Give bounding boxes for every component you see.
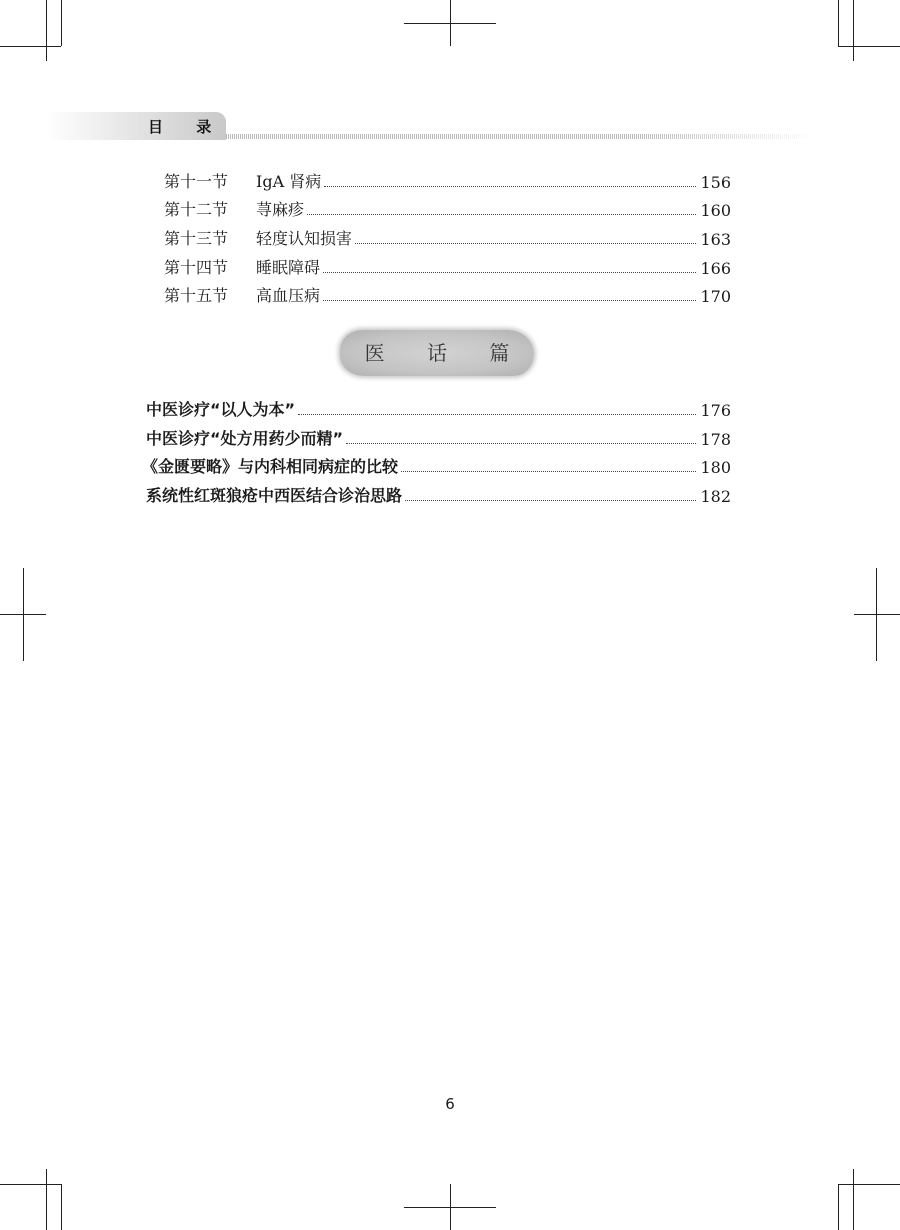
leader-dots bbox=[401, 471, 696, 472]
toc-entry-title: IgA 肾病 bbox=[256, 172, 322, 191]
toc-page-number: 178 bbox=[700, 430, 731, 449]
toc-entry-title: 系统性红斑狼疮中西医结合诊治思路 bbox=[146, 486, 403, 505]
header-title: 目 录 bbox=[148, 118, 226, 136]
toc-page-number: 182 bbox=[700, 487, 731, 506]
leader-dots bbox=[323, 272, 696, 273]
leader-dots bbox=[323, 300, 696, 301]
header-rule bbox=[226, 134, 816, 139]
toc-page-number: 170 bbox=[700, 287, 731, 306]
toc-entry[interactable] bbox=[164, 254, 731, 278]
running-header bbox=[46, 112, 816, 140]
toc-entry[interactable] bbox=[146, 425, 731, 449]
toc-entry-title: 中医诊疗“以人为本” bbox=[146, 400, 296, 419]
leader-dots bbox=[355, 243, 696, 244]
leader-dots bbox=[405, 500, 696, 501]
toc-entry[interactable] bbox=[146, 482, 731, 506]
leader-dots bbox=[324, 186, 696, 187]
toc-page-number: 180 bbox=[700, 458, 731, 477]
toc-entry-title: 高血压病 bbox=[256, 286, 321, 305]
leader-dots bbox=[346, 443, 696, 444]
toc-entry-title: 荨麻疹 bbox=[256, 200, 305, 219]
toc-entry[interactable] bbox=[164, 168, 731, 192]
section-banner bbox=[340, 330, 534, 376]
toc-section-number: 第十一节 bbox=[164, 172, 229, 191]
toc-page-number: 160 bbox=[700, 201, 731, 220]
toc-entry[interactable] bbox=[164, 282, 731, 306]
toc-entry-title: 轻度认知损害 bbox=[256, 229, 353, 248]
leader-dots bbox=[298, 414, 696, 415]
toc-page-number: 176 bbox=[700, 401, 731, 420]
page-number: 6 bbox=[445, 1095, 455, 1113]
toc-entry-title: 《金匮要略》与内科相同病症的比较 bbox=[142, 457, 399, 476]
section-banner-title: 医 话 篇 bbox=[364, 341, 528, 365]
toc-section-number: 第十五节 bbox=[164, 286, 229, 305]
toc-page-number: 156 bbox=[700, 173, 731, 192]
toc-entry-title: 中医诊疗“处方用药少而精” bbox=[146, 429, 344, 448]
toc-entry[interactable] bbox=[142, 453, 731, 477]
toc-entry[interactable] bbox=[146, 396, 731, 420]
toc-page-number: 166 bbox=[700, 259, 731, 278]
toc-section-number: 第十二节 bbox=[164, 200, 229, 219]
toc-section-number: 第十三节 bbox=[164, 229, 229, 248]
toc-section-number: 第十四节 bbox=[164, 258, 229, 277]
toc-entry[interactable] bbox=[164, 225, 731, 249]
toc-entry-title: 睡眠障碍 bbox=[256, 258, 321, 277]
toc-page-number: 163 bbox=[700, 230, 731, 249]
toc-entry[interactable] bbox=[164, 196, 731, 220]
leader-dots bbox=[307, 214, 696, 215]
